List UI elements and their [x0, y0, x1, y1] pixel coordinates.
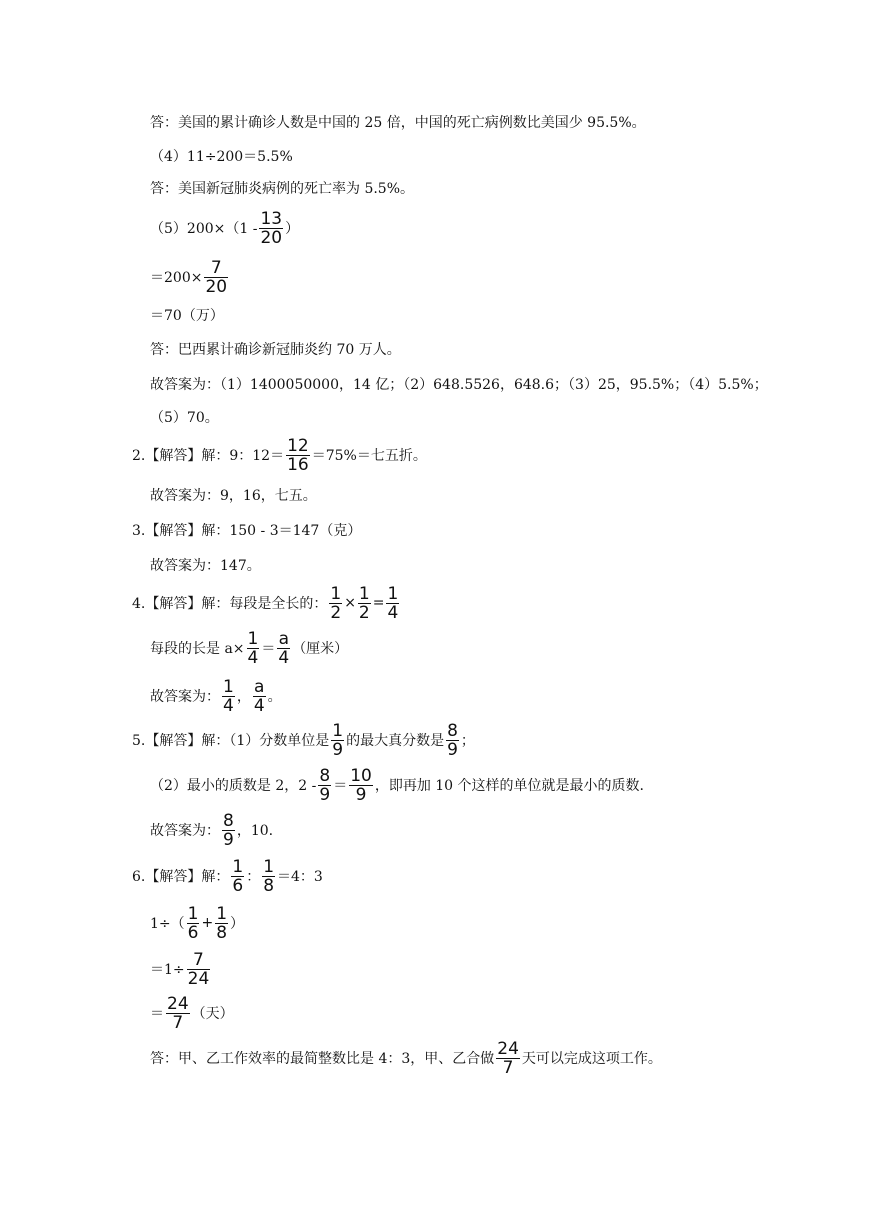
question-6-answer: 答：甲、乙工作效率的最简整数比是 4：3，甲、乙合做 $\frac{24}{7}$ 天可以完成这项工作。: [150, 1038, 662, 1078]
final-answer-q1: 故答案为：（1）1400050000，14 亿；（2）648.5526，648.6；（3）25，95.5%；（4）5.5%；: [150, 377, 768, 393]
answer-line-us-cases: 答：美国的累计确诊人数是中国的 25 倍，中国的死亡病例数比美国少 95.5%。: [150, 115, 646, 131]
fraction: $\frac{8}{9}$: [319, 765, 331, 805]
fraction: $\frac{1}{8}$: [216, 903, 228, 943]
question-3-answer: 故答案为：147。: [150, 558, 261, 574]
fraction: $\frac{1}{8}$: [263, 856, 275, 896]
question-2-solution: 2.【解答】解：9：12＝ $\frac{12}{16}$ ＝75%＝七五折。: [132, 435, 427, 475]
question-2-answer: 故答案为：9，16，七五。: [150, 488, 317, 504]
question-6-calc-1: 1÷（ $\frac{1}{6}$ + $\frac{1}{8}$ ）: [150, 903, 245, 943]
question-5-answer: 故答案为： $\frac{8}{9}$ ，10.: [150, 810, 274, 850]
fraction: $\frac{1}{2}$: [358, 583, 370, 623]
fraction: $\frac{10}{9}$: [350, 765, 372, 805]
question-3-solution: 3.【解答】解：150 - 3＝147（克）: [132, 523, 362, 539]
fraction: $\frac{a}{4}$: [278, 628, 290, 668]
fraction: $\frac{1}{9}$: [332, 720, 344, 760]
question-6-calc-3: ＝ $\frac{24}{7}$ （天）: [150, 993, 234, 1033]
fraction: $\frac{7}{20}$: [205, 257, 228, 297]
fraction: $\frac{1}{4}$: [387, 583, 399, 623]
question-4-length: 每段的长是 a× $\frac{1}{4}$ ＝ $\frac{a}{4}$ （厘米）: [150, 628, 349, 668]
question-6-calc-2: ＝1÷ $\frac{7}{24}$: [150, 949, 210, 989]
fraction: $\frac{8}{9}$: [223, 810, 234, 850]
fraction: $\frac{12}{16}$: [287, 435, 309, 475]
answer-line-death-rate: 答：美国新冠肺炎病例的死亡率为 5.5%。: [150, 181, 415, 197]
question-5-solution: 5.【解答】解：（1）分数单位是 $\frac{1}{9}$ 的最大真分数是 $\frac{8}{9}$ ；: [132, 720, 475, 760]
step-5-calc-2: ＝200× $\frac{7}{20}$: [150, 257, 228, 297]
question-6-solution: 6.【解答】解： $\frac{1}{6}$ ： $\frac{1}{8}$ ＝4：3: [132, 856, 323, 896]
fraction: $\frac{8}{9}$: [447, 720, 458, 760]
question-5-part-2: （2）最小的质数是 2，2 - $\frac{8}{9}$ ＝ $\frac{10}{9}$ ，即再加 10 个这样的单位就是最小的质数.: [150, 765, 644, 805]
fraction: $\frac{a}{4}$: [253, 676, 265, 716]
fraction: $\frac{1}{4}$: [223, 676, 234, 716]
question-4-solution: 4.【解答】解：每段是全长的： $\frac{1}{2}$ × $\frac{1}{2}$ = $\frac{1}{4}$: [132, 583, 399, 623]
fraction: $\frac{1}{2}$: [330, 583, 342, 623]
final-answer-q1-cont: （5）70。: [150, 410, 219, 426]
step-5-calc: （5）200×（1 - $\frac{13}{20}$ ）: [150, 208, 300, 248]
fraction: $\frac{24}{7}$: [497, 1038, 519, 1078]
fraction: $\frac{13}{20}$: [260, 208, 283, 248]
question-4-answer: 故答案为： $\frac{1}{4}$ ， $\frac{a}{4}$ 。: [150, 676, 282, 716]
answer-line-brazil: 答：巴西累计确诊新冠肺炎约 70 万人。: [150, 342, 401, 358]
fraction: $\frac{7}{24}$: [187, 949, 210, 989]
fraction: $\frac{1}{4}$: [247, 628, 259, 668]
step-5-result: ＝70（万）: [150, 308, 224, 324]
fraction: $\frac{24}{7}$: [167, 993, 189, 1033]
step-4-calc: （4）11÷200＝5.5%: [150, 149, 293, 165]
fraction: $\frac{1}{6}$: [187, 903, 199, 943]
fraction: $\frac{1}{6}$: [232, 856, 244, 896]
